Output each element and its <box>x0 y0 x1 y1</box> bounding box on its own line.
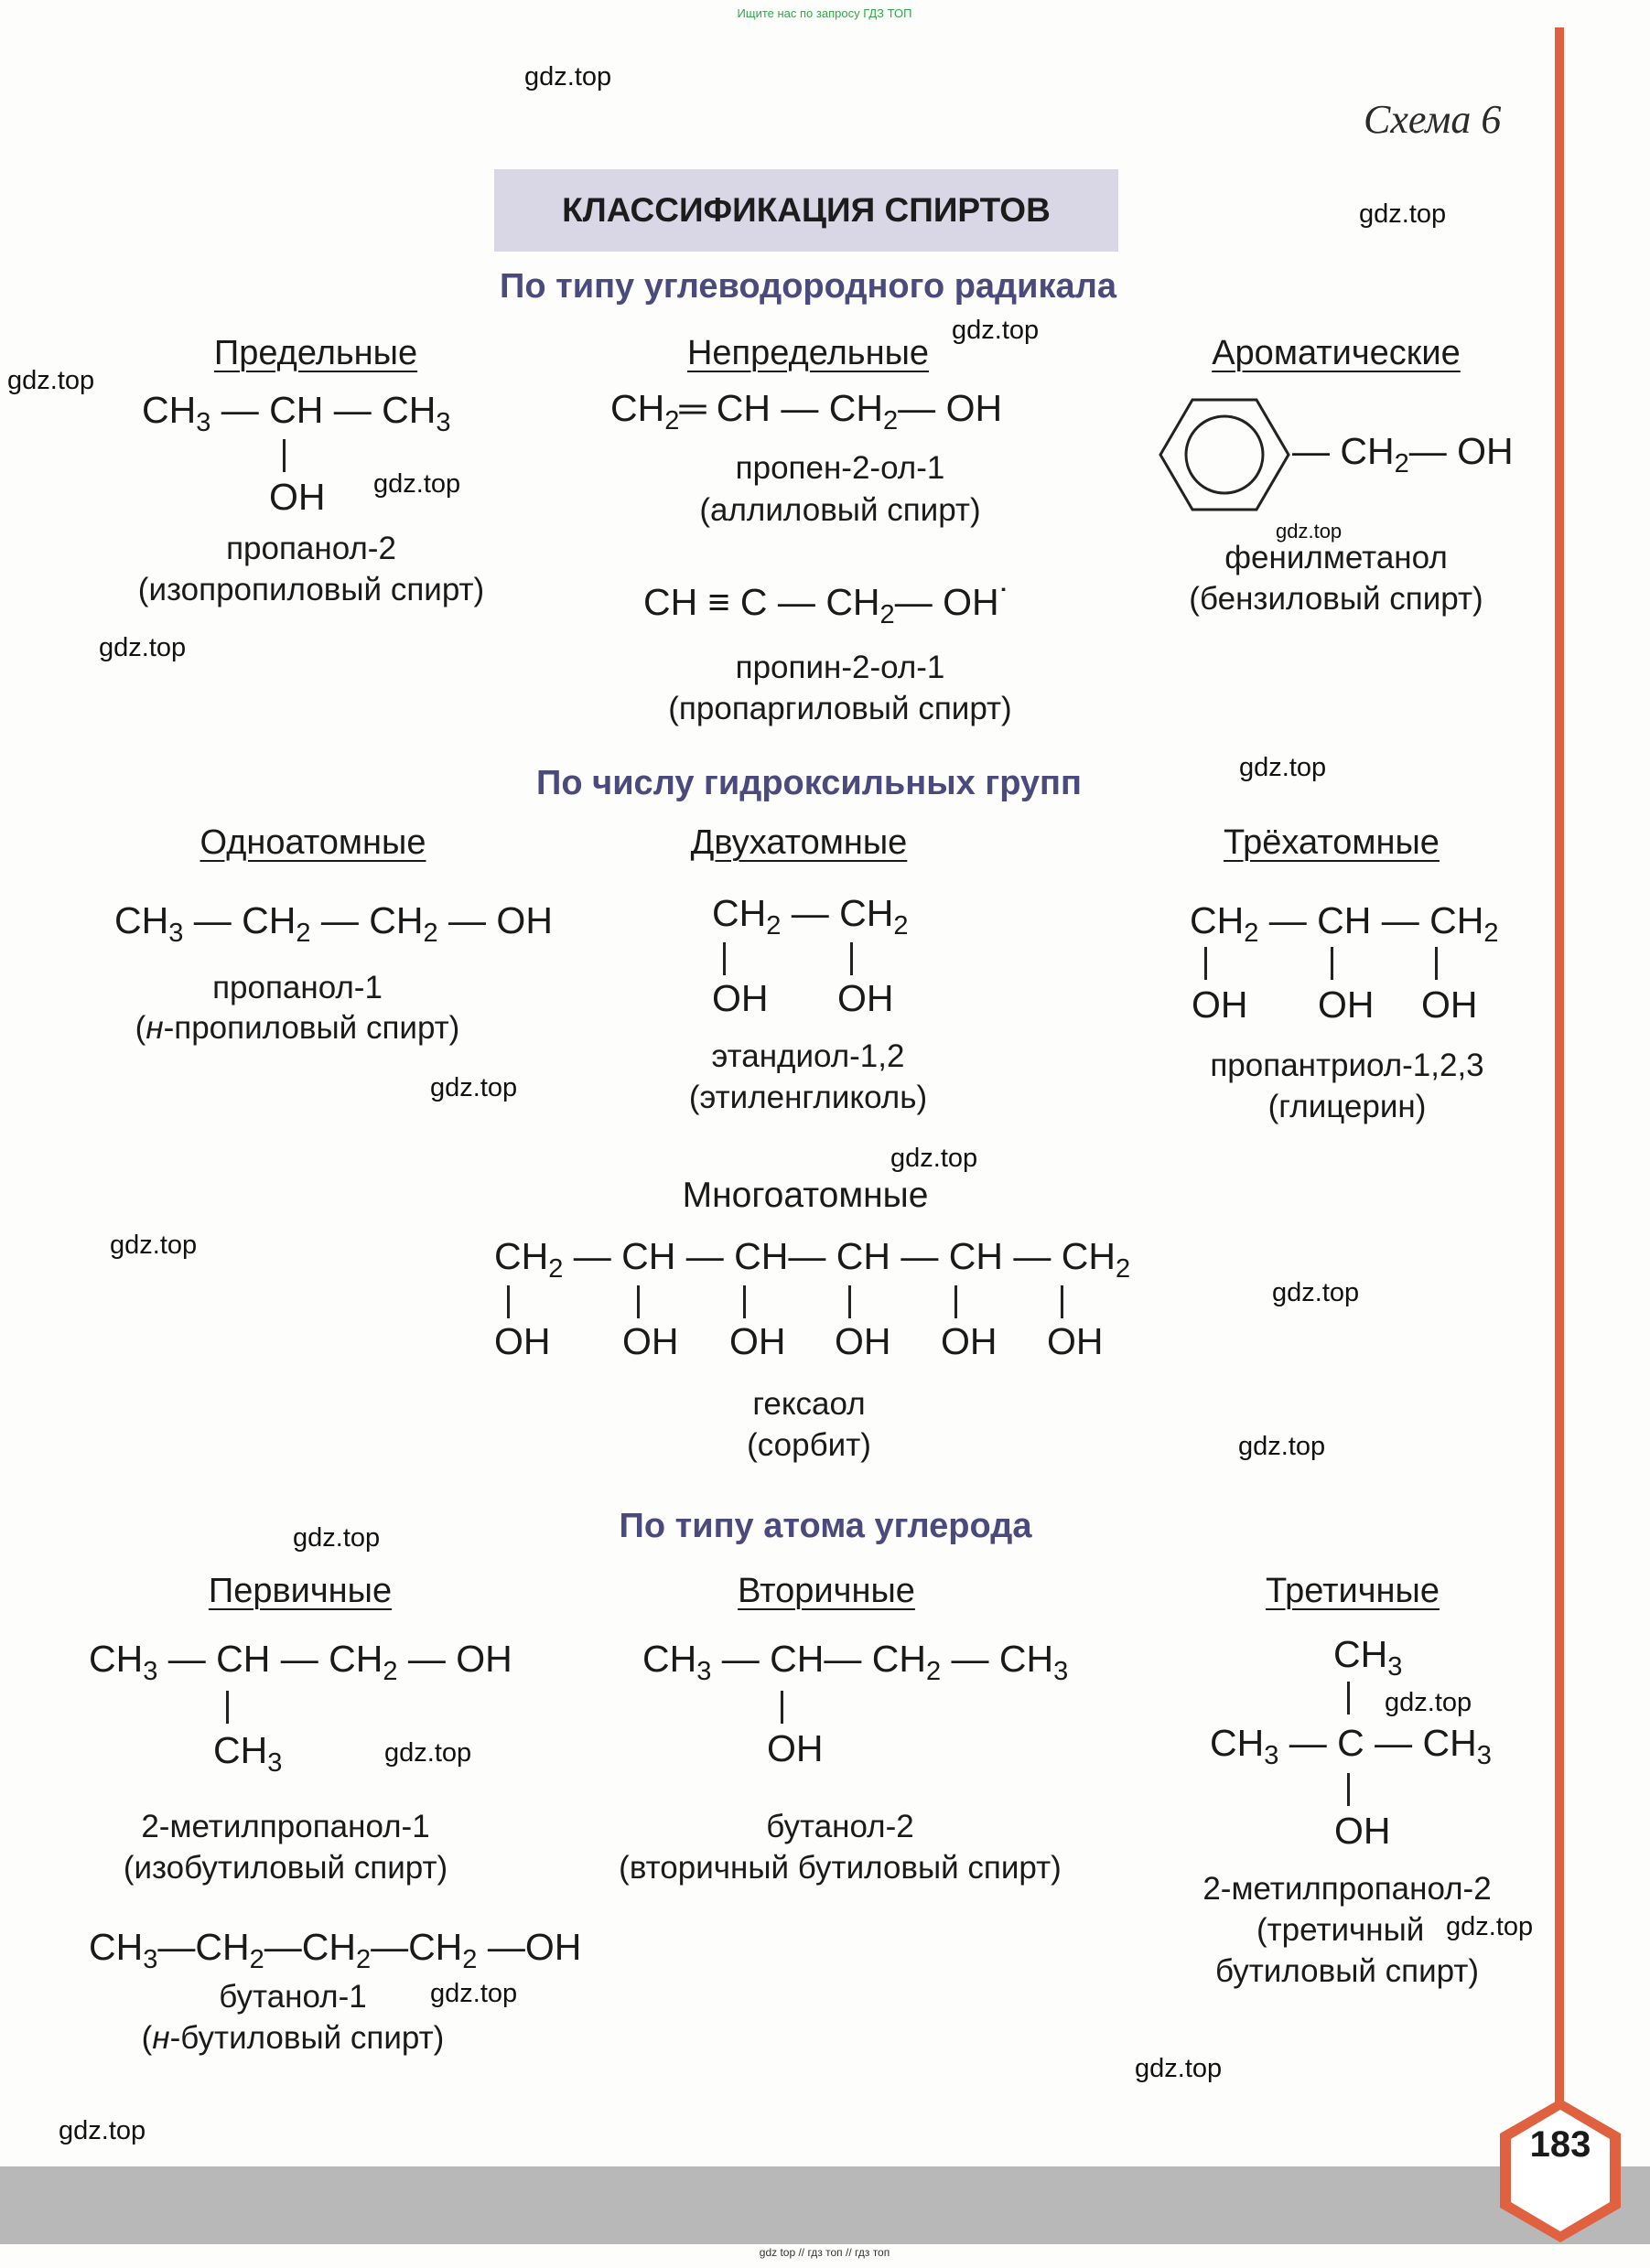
compound-name: пропин-2-ол-1 <box>735 650 945 685</box>
section-heading-radical: По типу углеводородного радикала <box>500 267 1116 306</box>
compound-name: пропанол-1 <box>212 970 383 1005</box>
compound-common-name: (этиленгликоль) <box>688 1080 928 1115</box>
formula-benzyl: — $CH_2—$ OH <box>1292 430 1514 478</box>
compound-common-name: (пропаргиловый спирт) <box>668 691 1012 726</box>
branch-oh: OH <box>729 1320 786 1362</box>
bond-line <box>1061 1285 1063 1318</box>
page-number: 183 <box>1529 2124 1591 2165</box>
formula-hexaol: $CH_2$ — CH — CH— CH — CH — $CH_2$ <box>494 1235 1131 1284</box>
benzene-ring-icon <box>1156 395 1293 514</box>
bond-line <box>226 1691 229 1724</box>
label-primary: Первичные <box>208 1572 393 1610</box>
branch-oh: OH <box>767 1727 824 1769</box>
watermark: gdz.top <box>373 469 461 499</box>
bond-line <box>507 1285 510 1318</box>
compound-name: бутанол-1 <box>219 1979 367 2015</box>
branch-oh: OH <box>1421 984 1478 1026</box>
compound-name: гексаол <box>752 1386 866 1422</box>
bond-line <box>850 942 853 975</box>
watermark: gdz.top <box>1135 2054 1223 2083</box>
branch-oh: OH <box>1047 1320 1104 1362</box>
compound-common-name: (изопропиловый спирт) <box>137 572 485 607</box>
bond-line <box>1347 1773 1350 1806</box>
compound-name: пропантриол-1,2,3 <box>1210 1048 1484 1083</box>
watermark: gdz.top <box>1272 1278 1360 1307</box>
watermark: gdz.top <box>99 633 187 662</box>
bond-line <box>283 439 286 472</box>
branch-oh: OH <box>1318 984 1375 1026</box>
watermark: gdz.top <box>1446 1912 1534 1941</box>
bottom-links[interactable]: gdz top // гдз топ // гдз топ <box>759 2246 890 2259</box>
bond-line <box>637 1285 640 1318</box>
compound-name: бутанол-2 <box>766 1809 914 1844</box>
label-dihydric: Двухатомные <box>690 823 908 862</box>
compound-common-name: (бензиловый спирт) <box>1189 581 1483 617</box>
compound-common-name: бутиловый спирт) <box>1214 1953 1480 1989</box>
watermark: gdz.top <box>293 1523 381 1553</box>
section-heading-carbon: По типу атома углерода <box>619 1507 1032 1545</box>
formula-butanol-2: $CH_3$ — CH— $CH_2$ — $CH_3$ <box>642 1638 1069 1686</box>
branch-oh: OH <box>835 1320 891 1362</box>
watermark: gdz.top <box>1276 520 1343 543</box>
compound-common-name: (изобутиловый спирт) <box>123 1850 448 1886</box>
page-edge-bar <box>1555 27 1564 2164</box>
formula-methylpropanol-2: $CH_3$ — C — $CH_3$ <box>1210 1722 1492 1770</box>
compound-common-name: (вторичный бутиловый спирт) <box>619 1850 1062 1886</box>
watermark: gdz.top <box>952 316 1040 345</box>
watermark: gdz.top <box>430 1979 518 2008</box>
compound-name: 2-метилпропанол-2 <box>1202 1871 1492 1907</box>
branch-oh: OH <box>941 1320 998 1362</box>
section-heading-hydroxyl: По числу гидроксильных групп <box>536 764 1082 802</box>
watermark: gdz.top <box>110 1231 198 1260</box>
bond-line <box>1331 947 1333 980</box>
label-monohydric: Одноатомные <box>200 823 426 862</box>
formula-propanol-2: $CH_3$ — CH — $CH_3$ <box>142 389 451 437</box>
compound-common-name: (глицерин) <box>1267 1089 1427 1124</box>
top-search-hint[interactable]: Ищите нас по запросу ГДЗ ТОП <box>737 6 912 20</box>
label-secondary: Вторичные <box>738 1572 915 1610</box>
compound-common-name: (н-бутиловый спирт) <box>141 2020 445 2056</box>
bond-line <box>781 1691 783 1724</box>
branch-oh: OH <box>269 476 326 518</box>
compound-name: пропанол-2 <box>226 531 396 566</box>
watermark: gdz.top <box>1239 753 1327 782</box>
formula-ethanediol: $CH_2$ — $CH_2$ <box>712 892 909 941</box>
branch-oh: OH <box>1334 1810 1391 1852</box>
label-unsaturated: Непредельные <box>686 334 930 372</box>
label-trihydric: Трёхатомные <box>1224 823 1440 862</box>
watermark: gdz.top <box>430 1073 518 1102</box>
branch-oh: OH <box>494 1320 551 1362</box>
label-aromatic: Ароматические <box>1212 334 1461 372</box>
compound-name: фенилметанол <box>1224 540 1448 575</box>
label-tertiary: Третичные <box>1266 1572 1440 1610</box>
branch-oh: OH <box>622 1320 679 1362</box>
bond-line <box>848 1285 851 1318</box>
watermark: gdz.top <box>1238 1432 1326 1461</box>
watermark: gdz.top <box>384 1738 472 1768</box>
compound-name: этандиол-1,2 <box>711 1038 905 1074</box>
compound-common-name: (аллиловый спирт) <box>699 492 981 528</box>
formula-propanetriol: $CH_2$ — CH — $CH_2$ <box>1190 899 1499 948</box>
bond-line <box>1435 947 1438 980</box>
compound-name: пропен-2-ол-1 <box>735 450 945 486</box>
bond-line <box>723 942 726 975</box>
branch-oh: OH <box>712 977 769 1019</box>
compound-common-name: (третичный <box>1256 1912 1425 1948</box>
branch-oh: OH <box>837 977 894 1019</box>
compound-common-name: (н-пропиловый спирт) <box>135 1010 460 1046</box>
formula-propen-ol: $CH_2═$ CH — $CH_2—$ OH <box>610 387 1003 435</box>
watermark: gdz.top <box>524 62 612 91</box>
bond-line <box>1347 1682 1350 1714</box>
watermark: gdz.top <box>890 1144 978 1173</box>
branch-oh: OH <box>1192 984 1248 1026</box>
label-polyhydric: Многоатомные <box>682 1176 929 1215</box>
compound-name: 2-метилпропанол-1 <box>141 1809 430 1844</box>
footer-band <box>0 2166 1650 2244</box>
scheme-label: Схема 6 <box>1364 97 1502 142</box>
label-saturated: Предельные <box>213 334 418 372</box>
formula-methylpropanol-1: $CH_3$ — CH — $CH_2$ — OH <box>89 1638 512 1686</box>
watermark: gdz.top <box>1359 199 1447 229</box>
formula-propanol-1: $CH_3$ — $CH_2$ — $CH_2$ — OH <box>114 899 553 948</box>
page-title: КЛАССИФИКАЦИЯ СПИРТОВ <box>562 191 1051 229</box>
compound-common-name: (сорбит) <box>747 1427 871 1463</box>
bond-line <box>743 1285 746 1318</box>
bond-line <box>954 1285 957 1318</box>
branch-ch3: $CH_3$ <box>213 1729 283 1778</box>
page-number-hexagon <box>1496 2095 1624 2246</box>
branch-ch3-top: $CH_3$ <box>1333 1633 1403 1682</box>
formula-propyn-ol: CH ≡ C — $CH_2—$ OH˙ <box>643 581 1012 629</box>
watermark: gdz.top <box>1385 1688 1472 1717</box>
bond-line <box>1204 947 1207 980</box>
formula-butanol-1: $CH_3—CH_2—CH_2—CH_2$ —OH <box>89 1926 582 1974</box>
watermark: gdz.top <box>7 366 95 395</box>
watermark: gdz.top <box>59 2116 146 2145</box>
